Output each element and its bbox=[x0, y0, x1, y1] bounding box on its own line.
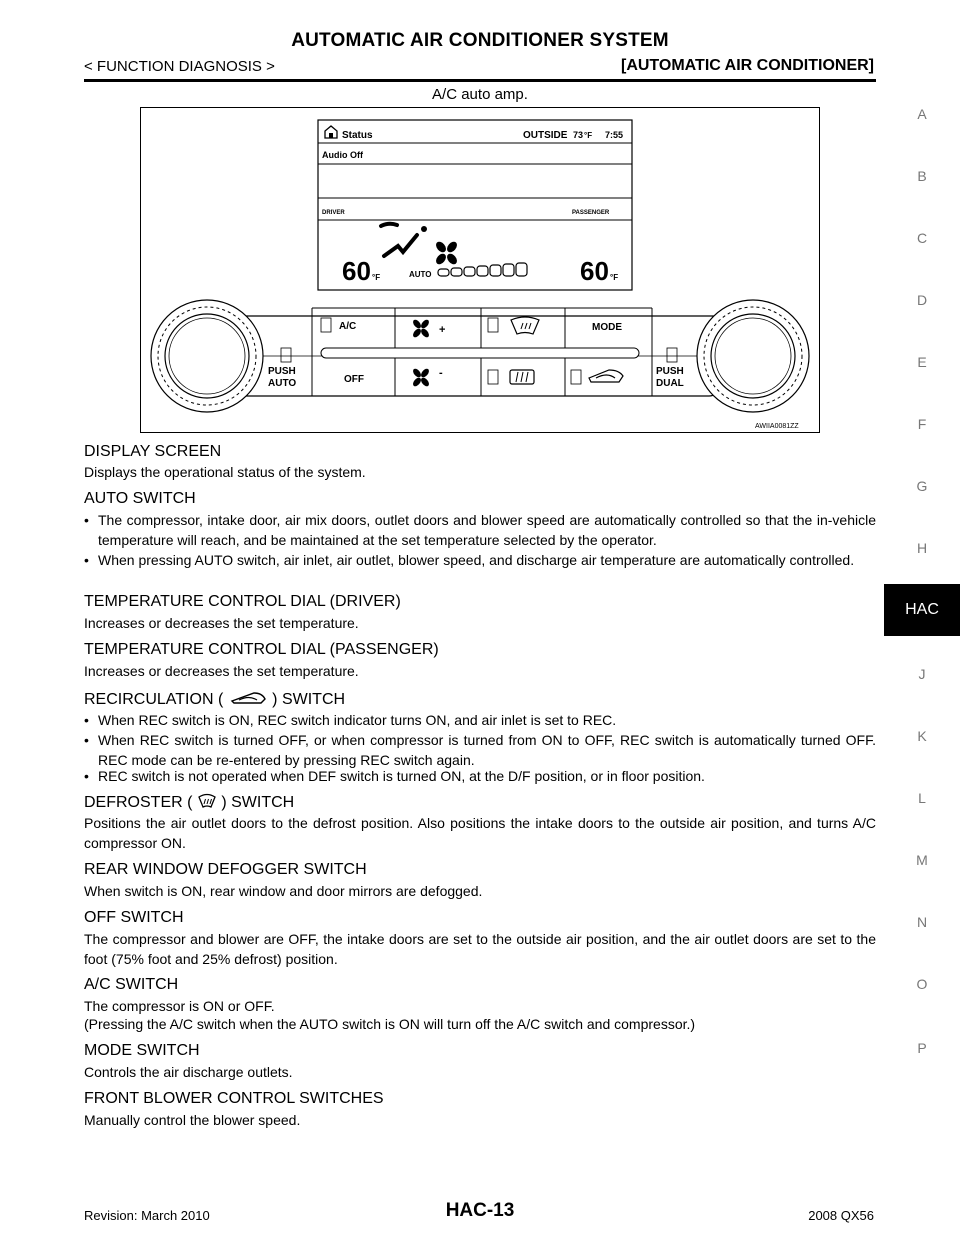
text-rear-defogger: When switch is ON, rear window and door mirrors are defogged. bbox=[84, 883, 483, 899]
recirculation-inline-icon bbox=[228, 690, 268, 706]
clock: 7:55 bbox=[605, 130, 624, 140]
fan-down-label: - bbox=[439, 367, 443, 379]
bullet-auto-1: • The compressor, intake door, air mix doors, outlet doors and blower speed are automatically controlled so that the in-vehicle temperature will reach, and be maintained at the set temperature selected by the operator. bbox=[84, 512, 876, 548]
page-title: AUTOMATIC AIR CONDITIONER SYSTEM bbox=[291, 30, 669, 51]
driver-temp-unit: °F bbox=[372, 273, 381, 282]
side-index-h[interactable]: H bbox=[916, 540, 928, 556]
off-button-label: OFF bbox=[344, 374, 364, 385]
heading-defroster: DEFROSTER ( ) SWITCH bbox=[84, 794, 295, 811]
side-index-m[interactable]: M bbox=[916, 852, 928, 868]
rear-defogger-icon bbox=[510, 370, 534, 384]
text-ac-switch-2: (Pressing the A/C switch when the AUTO switch is ON will turn off the A/C switch and compressor.) bbox=[84, 1016, 696, 1032]
side-index-d[interactable]: D bbox=[916, 292, 928, 308]
ac-panel-illustration bbox=[141, 108, 821, 434]
push-auto-line1: PUSH bbox=[268, 366, 296, 377]
text-ac-switch-1: The compressor is ON or OFF. bbox=[84, 998, 275, 1014]
fan-up-label: + bbox=[439, 324, 446, 336]
driver-temp: 60 bbox=[342, 256, 371, 286]
ac-button-label: A/C bbox=[339, 321, 357, 332]
side-index-p[interactable]: P bbox=[917, 1040, 927, 1056]
bullet-recirc-2: • When REC switch is turned OFF, or when compressor is turned from ON to OFF, REC switch is automatically turned OFF. REC mode can be re-entered by pressing REC switch again. bbox=[84, 732, 876, 768]
side-index-f[interactable]: F bbox=[917, 416, 927, 432]
heading-off-switch: OFF SWITCH bbox=[84, 909, 184, 926]
outside-temp: 73 bbox=[573, 130, 584, 140]
bullet-auto-2: • When pressing AUTO switch, air inlet, air outlet, blower speed, and discharge air temperature are automatically controlled. bbox=[84, 552, 855, 568]
push-auto-line2: AUTO bbox=[268, 378, 297, 389]
heading-temp-driver: TEMPERATURE CONTROL DIAL (DRIVER) bbox=[84, 593, 401, 610]
text-display-screen: Displays the operational status of the system. bbox=[84, 464, 366, 480]
passenger-temp: 60 bbox=[580, 256, 609, 286]
side-index-a[interactable]: A bbox=[917, 106, 927, 122]
outside-temp-unit: °F bbox=[584, 131, 593, 140]
heading-temp-passenger: TEMPERATURE CONTROL DIAL (PASSENGER) bbox=[84, 641, 439, 658]
side-index-c[interactable]: C bbox=[916, 230, 928, 246]
fan-up-icon bbox=[411, 318, 430, 339]
breadcrumb-function-diagnosis: < FUNCTION DIAGNOSIS > bbox=[84, 58, 275, 75]
fan-down-icon bbox=[411, 367, 430, 388]
passenger-temp-dial bbox=[697, 300, 809, 412]
passenger-temp-unit: °F bbox=[610, 273, 619, 282]
side-index-n[interactable]: N bbox=[916, 914, 928, 930]
mode-button-label: MODE bbox=[592, 322, 622, 333]
side-index-j[interactable]: J bbox=[918, 666, 926, 682]
heading-rear-defogger: REAR WINDOW DEFOGGER SWITCH bbox=[84, 861, 367, 878]
text-mode-switch: Controls the air discharge outlets. bbox=[84, 1064, 293, 1080]
audio-status: Audio Off bbox=[322, 150, 363, 160]
page-number: HAC-13 bbox=[445, 1200, 515, 1221]
side-index-l[interactable]: L bbox=[918, 790, 926, 806]
text-temp-driver: Increases or decreases the set temperature. bbox=[84, 615, 359, 631]
bullet-recirc-3: • REC switch is not operated when DEF switch is turned ON, at the D/F position, or in floor position. bbox=[84, 768, 705, 784]
side-index-hac[interactable]: HAC bbox=[884, 584, 960, 636]
side-index-g[interactable]: G bbox=[916, 478, 928, 494]
side-index-k[interactable]: K bbox=[917, 728, 927, 744]
side-index-o[interactable]: O bbox=[916, 976, 928, 992]
auto-indicator: AUTO bbox=[409, 270, 432, 279]
recirculation-icon bbox=[589, 370, 623, 382]
heading-mode-switch: MODE SWITCH bbox=[84, 1042, 200, 1059]
heading-ac-switch: A/C SWITCH bbox=[84, 976, 179, 993]
passenger-label: PASSENGER bbox=[572, 210, 610, 216]
ac-auto-amp-figure bbox=[140, 107, 820, 433]
driver-temp-dial bbox=[151, 300, 263, 412]
text-blower: Manually control the blower speed. bbox=[84, 1112, 301, 1128]
driver-label: DRIVER bbox=[322, 210, 345, 216]
front-defrost-icon bbox=[511, 317, 539, 334]
side-index-e[interactable]: E bbox=[917, 354, 927, 370]
figure-code: AWIIA0081ZZ bbox=[755, 423, 799, 430]
text-temp-passenger: Increases or decreases the set temperature. bbox=[84, 663, 359, 679]
bullet-recirc-1: • When REC switch is ON, REC switch indicator turns ON, and air inlet is set to REC. bbox=[84, 712, 617, 728]
push-dual-line2: DUAL bbox=[656, 378, 684, 389]
heading-recirculation: RECIRCULATION ( ) SWITCH bbox=[84, 691, 346, 708]
status-label: Status bbox=[342, 130, 373, 141]
push-dual-line1: PUSH bbox=[656, 366, 684, 377]
defroster-inline-icon bbox=[197, 793, 217, 809]
heading-display-screen: DISPLAY SCREEN bbox=[84, 443, 222, 460]
footer-revision: Revision: March 2010 bbox=[84, 1208, 210, 1223]
outside-label: OUTSIDE bbox=[523, 130, 568, 141]
heading-auto-switch: AUTO SWITCH bbox=[84, 490, 196, 507]
text-off-switch: The compressor and blower are OFF, the intake doors are set to the outside air position, and the air outlet doors are set to the foot (75% foot and 25% defrost) position. bbox=[84, 931, 876, 967]
text-defroster: Positions the air outlet doors to the defrost position. Also positions the intake doors to the outside air position, and turns A/C compressor ON. bbox=[84, 815, 876, 851]
footer-model: 2008 QX56 bbox=[808, 1208, 874, 1223]
header-divider bbox=[84, 79, 876, 82]
breadcrumb-system: [AUTOMATIC AIR CONDITIONER] bbox=[620, 57, 874, 74]
figure-caption: A/C auto amp. bbox=[432, 86, 528, 103]
side-index-b[interactable]: B bbox=[917, 168, 927, 184]
heading-blower: FRONT BLOWER CONTROL SWITCHES bbox=[84, 1090, 384, 1107]
